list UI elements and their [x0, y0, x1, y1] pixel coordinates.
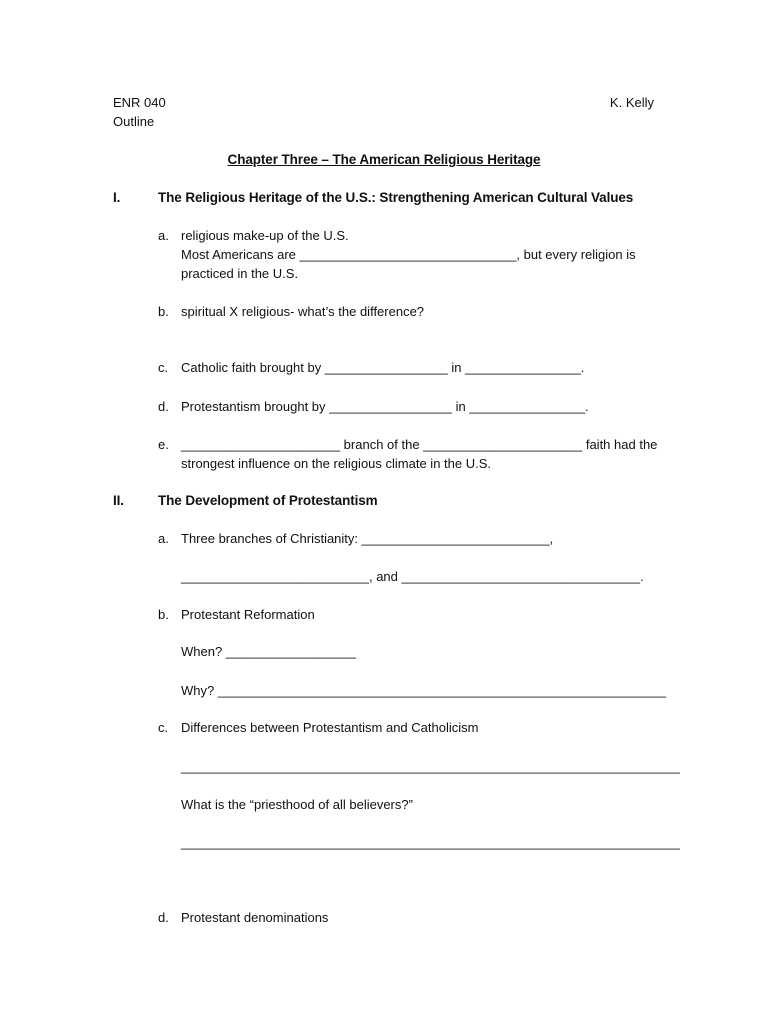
section-2-numeral: II.: [113, 493, 124, 508]
item-1a-line2: Most Americans are ______________________________, but every religion is: [181, 247, 636, 262]
item-1e-letter: e.: [158, 437, 169, 452]
item-1e-line2: strongest influence on the religious climate in the U.S.: [181, 456, 492, 471]
item-2c-question: What is the “priesthood of all believers?”: [181, 797, 413, 812]
item-2b-why: Why? ______________________________________________________________: [181, 683, 667, 698]
item-1a-line1: religious make-up of the U.S.: [181, 228, 349, 243]
item-2c-letter: c.: [158, 720, 169, 735]
item-1c-line1: Catholic faith brought by _________________ in ________________.: [181, 360, 585, 375]
item-2d-letter: d.: [158, 910, 169, 925]
chapter-title: Chapter Three – The American Religious Heritage: [227, 152, 541, 167]
section-2-heading: The Development of Protestantism: [158, 493, 378, 508]
section-1-heading: The Religious Heritage of the U.S.: Strengthening American Cultural Values: [158, 190, 634, 205]
course-code: ENR 040: [113, 95, 166, 110]
item-2a-line1: Three branches of Christianity: __________________________,: [181, 531, 554, 546]
item-2c-line1: Differences between Protestantism and Catholicism: [181, 720, 479, 735]
item-1c-letter: c.: [158, 360, 169, 375]
item-1b-letter: b.: [158, 304, 169, 319]
document-type: Outline: [113, 114, 155, 129]
item-2b-when: When? __________________: [181, 644, 356, 659]
item-1d-line1: Protestantism brought by _________________ in ________________.: [181, 399, 589, 414]
item-2c-blank-2: _____________________________________________________________________: [181, 835, 680, 850]
section-1-numeral: I.: [113, 190, 121, 205]
item-2a-line2: __________________________, and _________________________________.: [181, 569, 644, 584]
item-2b-letter: b.: [158, 607, 169, 622]
item-2a-letter: a.: [158, 531, 169, 546]
item-2d-line1: Protestant denominations: [181, 910, 329, 925]
item-2c-blank-1: _____________________________________________________________________: [181, 759, 680, 774]
item-1e-line1: ______________________ branch of the ______________________ faith had the: [181, 437, 658, 452]
item-1a-letter: a.: [158, 228, 169, 243]
item-1d-letter: d.: [158, 399, 169, 414]
author-name: K. Kelly: [609, 95, 654, 110]
item-1b-line1: spiritual X religious- what’s the difference?: [181, 304, 425, 319]
item-1a-line3: practiced in the U.S.: [181, 266, 299, 281]
item-2b-line1: Protestant Reformation: [181, 607, 315, 622]
